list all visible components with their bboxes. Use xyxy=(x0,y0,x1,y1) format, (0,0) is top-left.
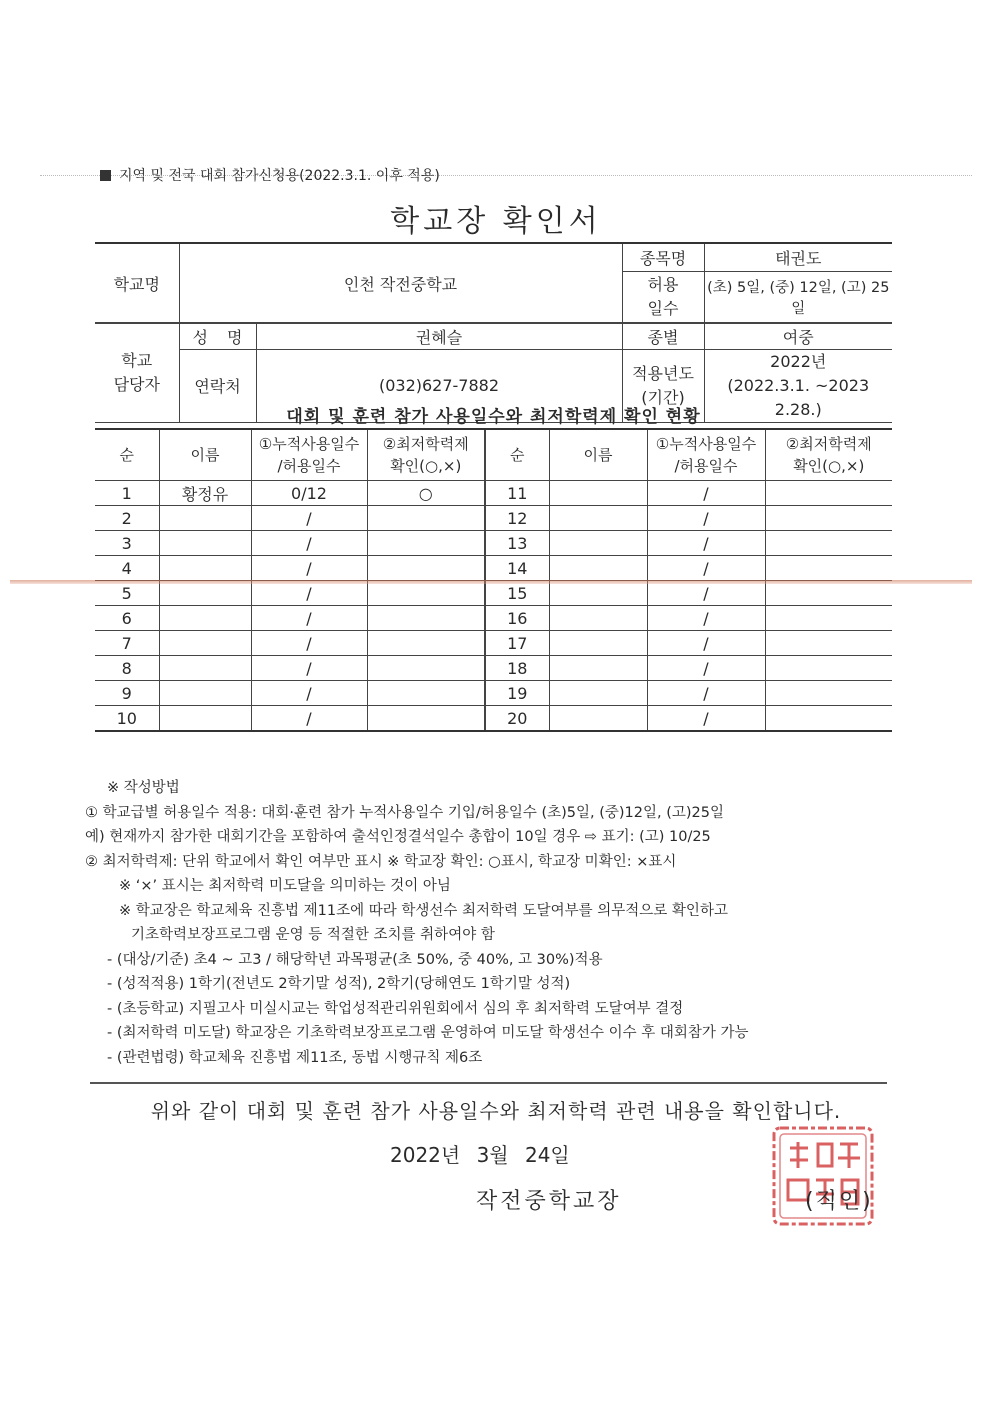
header-no-right: 순 xyxy=(485,429,549,481)
left-check-cell xyxy=(367,681,485,706)
allowed-days-label-2: 일수 xyxy=(647,298,679,318)
left-days-cell: / xyxy=(251,581,367,606)
table-body xyxy=(95,481,892,732)
note-line-2: 예) 현재까지 참가한 대회기간을 포함하여 출석인정결석일수 총합이 10일 경우 ⇨ 표기: (고) 10/25 xyxy=(85,829,711,845)
header-no: 순 xyxy=(95,429,159,481)
right-name-cell xyxy=(549,556,647,581)
note-line-10: - (최저학력 미도달) 학교장은 기초학력보장프로그램 운영하여 미도달 학생선수 이수 후 대회참가 가능 xyxy=(107,1025,749,1041)
header-days-right-2: /허용일수 xyxy=(674,457,738,475)
right-check-cell xyxy=(765,706,892,732)
category-value: 여중 xyxy=(704,323,892,349)
right-days-cell: / xyxy=(647,706,765,732)
table-header-row xyxy=(95,429,892,481)
confirmation-statement: 위와 같이 대회 및 훈련 참가 사용일수와 최저학력 관련 내용을 확인합니다. xyxy=(150,1099,842,1123)
left-no-cell: 7 xyxy=(95,631,159,656)
right-days-cell: / xyxy=(647,606,765,631)
school-name: 인천 작전중학교 xyxy=(179,243,622,323)
right-no-cell: 16 xyxy=(485,606,549,631)
left-name-cell xyxy=(159,681,251,706)
note-line-6: 기초학력보장프로그램 운영 등 적절한 조치를 취하여야 함 xyxy=(131,927,495,943)
right-name-cell xyxy=(549,706,647,732)
right-check-cell xyxy=(765,531,892,556)
left-days-cell: / xyxy=(251,606,367,631)
right-check-cell xyxy=(765,506,892,531)
right-name-cell xyxy=(549,506,647,531)
table-row xyxy=(95,581,892,606)
right-days-cell: / xyxy=(647,631,765,656)
left-check-cell xyxy=(367,656,485,681)
name-value: 권혜슬 xyxy=(256,323,622,349)
instructions xyxy=(85,776,915,1070)
left-no-cell: 5 xyxy=(95,581,159,606)
right-check-cell xyxy=(765,481,892,506)
right-no-cell: 20 xyxy=(485,706,549,732)
event-label: 종목명 xyxy=(622,243,704,271)
table-row xyxy=(95,606,892,631)
left-no-cell: 4 xyxy=(95,556,159,581)
table-row xyxy=(95,681,892,706)
scan-artifact-line xyxy=(10,580,972,584)
left-name-cell xyxy=(159,556,251,581)
contact-value: (032)627-7882 xyxy=(256,349,622,422)
right-no-cell: 19 xyxy=(485,681,549,706)
left-days-cell: 0/12 xyxy=(251,481,367,506)
left-check-cell xyxy=(367,581,485,606)
left-no-cell: 1 xyxy=(95,481,159,506)
left-days-cell: / xyxy=(251,556,367,581)
right-check-cell xyxy=(765,631,892,656)
note-line-5: ※ 학교장은 학교체육 진흥법 제11조에 따라 학생선수 최저학력 도달여부를 의무적으로 확인하고 xyxy=(119,902,728,919)
year-label-2: (기간) xyxy=(641,387,685,407)
right-no-cell: 15 xyxy=(485,581,549,606)
right-days-cell: / xyxy=(647,581,765,606)
header-name-right: 이름 xyxy=(549,429,647,481)
header-check-right-1: ②최저학력제 xyxy=(785,435,872,453)
left-name-cell xyxy=(159,606,251,631)
right-days-cell: / xyxy=(647,656,765,681)
issue-date: 2022년 3월 24일 xyxy=(390,1143,570,1167)
right-check-cell xyxy=(765,556,892,581)
header-note xyxy=(100,165,440,185)
left-no-cell: 10 xyxy=(95,706,159,732)
left-days-cell: / xyxy=(251,506,367,531)
table-row xyxy=(95,656,892,681)
status-subtitle: 대회 및 훈련 참가 사용일수와 최저학력제 확인 현황 xyxy=(286,407,701,427)
seal-label: (직인) xyxy=(805,1189,873,1214)
left-name-cell xyxy=(159,631,251,656)
year-value-text: 2022년 xyxy=(770,351,827,371)
right-check-cell xyxy=(765,656,892,681)
right-name-cell xyxy=(549,681,647,706)
right-days-cell: / xyxy=(647,506,765,531)
right-name-cell xyxy=(549,656,647,681)
right-no-cell: 12 xyxy=(485,506,549,531)
note-line-11: - (관련법령) 학교체육 진흥법 제11조, 동법 시행규칙 제6조 xyxy=(107,1049,483,1066)
left-name-cell xyxy=(159,531,251,556)
left-check-cell xyxy=(367,631,485,656)
allowed-days-label-1: 허용 xyxy=(647,274,679,294)
manager-label-1: 학교 xyxy=(121,350,153,370)
signer-title: 작전중학교장 xyxy=(476,1189,622,1214)
left-name-cell xyxy=(159,581,251,606)
header-check-1: ②최저학력제 xyxy=(382,435,469,453)
left-check-cell xyxy=(367,531,485,556)
right-no-cell: 11 xyxy=(485,481,549,506)
table-row xyxy=(95,481,892,506)
right-no-cell: 17 xyxy=(485,631,549,656)
right-days-cell: / xyxy=(647,556,765,581)
header-name: 이름 xyxy=(159,429,251,481)
right-check-cell xyxy=(765,681,892,706)
name-label: 성 명 xyxy=(179,323,256,349)
header-check xyxy=(367,429,485,481)
header-check-right xyxy=(765,429,892,481)
right-days-cell: / xyxy=(647,531,765,556)
header-days-2: /허용일수 xyxy=(277,457,341,475)
category-label: 종별 xyxy=(622,323,704,349)
right-name-cell xyxy=(549,606,647,631)
header-check-2: 확인(○,×) xyxy=(390,457,462,475)
notes-heading: ※ 작성방법 xyxy=(107,780,180,796)
note-line-9: - (초등학교) 지필고사 미실시교는 학업성적관리위원회에서 심의 후 최저학력 도달여부 결정 xyxy=(107,1000,684,1017)
left-check-cell xyxy=(367,506,485,531)
table-row xyxy=(95,706,892,732)
right-no-cell: 18 xyxy=(485,656,549,681)
right-no-cell: 14 xyxy=(485,556,549,581)
contact-label: 연락처 xyxy=(179,349,256,422)
right-check-cell xyxy=(765,581,892,606)
left-days-cell: / xyxy=(251,706,367,732)
left-no-cell: 8 xyxy=(95,656,159,681)
header-days-right-1: ①누적사용일수 xyxy=(655,435,757,453)
left-days-cell: / xyxy=(251,531,367,556)
document-title: 학교장 확인서 xyxy=(390,204,602,239)
manager-label-2: 담당자 xyxy=(113,374,160,394)
left-days-cell: / xyxy=(251,681,367,706)
table-row xyxy=(95,556,892,581)
info-table xyxy=(95,242,892,423)
left-check-cell xyxy=(367,606,485,631)
note-line-8: - (성적적용) 1학기(전년도 2학기말 성적), 2학기(당해연도 1학기말 성적) xyxy=(107,976,571,992)
right-no-cell: 13 xyxy=(485,531,549,556)
year-label-1: 적용년도 xyxy=(632,363,694,383)
header-days-right xyxy=(647,429,765,481)
left-no-cell: 9 xyxy=(95,681,159,706)
note-line-4: ※ ‘×’ 표시는 최저학력 미도달을 의미하는 것이 아님 xyxy=(119,878,451,894)
header-check-right-2: 확인(○,×) xyxy=(793,457,865,475)
table-row xyxy=(95,631,892,656)
left-days-cell: / xyxy=(251,656,367,681)
left-name-cell xyxy=(159,656,251,681)
right-days-cell: / xyxy=(647,481,765,506)
left-name-cell: 황정유 xyxy=(159,481,251,506)
note-line-1: ① 학교급별 허용일수 적용: 대회·훈련 참가 누적사용일수 기입/허용일수 (초)5일, (중)12일, (고)25일 xyxy=(85,804,724,821)
table-row xyxy=(95,506,892,531)
period-value: (2022.3.1. ~2023 2.28.) xyxy=(727,375,870,419)
right-name-cell xyxy=(549,481,647,506)
left-days-cell: / xyxy=(251,631,367,656)
header-days xyxy=(251,429,367,481)
event-value: 태권도 xyxy=(704,243,892,271)
left-check-cell xyxy=(367,706,485,732)
header-note-text: 지역 및 전국 대회 참가신청용(2022.3.1. 이후 적용) xyxy=(119,168,440,184)
table-row xyxy=(95,531,892,556)
left-name-cell xyxy=(159,506,251,531)
note-line-7: - (대상/기준) 초4 ~ 고3 / 해당학년 과목평균(초 50%, 중 40%, 고 30%)적용 xyxy=(107,951,603,968)
left-no-cell: 2 xyxy=(95,506,159,531)
allowed-days-value: (초) 5일, (중) 12일, (고) 25일 xyxy=(704,271,892,323)
left-check-cell: ○ xyxy=(367,481,485,506)
square-bullet-icon xyxy=(100,170,111,181)
footer-divider xyxy=(90,1082,887,1084)
right-name-cell xyxy=(549,631,647,656)
note-line-3: ② 최저학력제: 단위 학교에서 확인 여부만 표시 ※ 학교장 확인: ○표시, 학교장 미확인: ×표시 xyxy=(85,853,677,870)
header-days-1: ①누적사용일수 xyxy=(258,435,360,453)
right-name-cell xyxy=(549,531,647,556)
right-check-cell xyxy=(765,606,892,631)
left-name-cell xyxy=(159,706,251,732)
left-check-cell xyxy=(367,556,485,581)
right-days-cell: / xyxy=(647,681,765,706)
right-name-cell xyxy=(549,581,647,606)
allowed-days-label xyxy=(622,271,704,323)
left-no-cell: 3 xyxy=(95,531,159,556)
left-no-cell: 6 xyxy=(95,606,159,631)
school-label: 학교명 xyxy=(95,243,179,323)
